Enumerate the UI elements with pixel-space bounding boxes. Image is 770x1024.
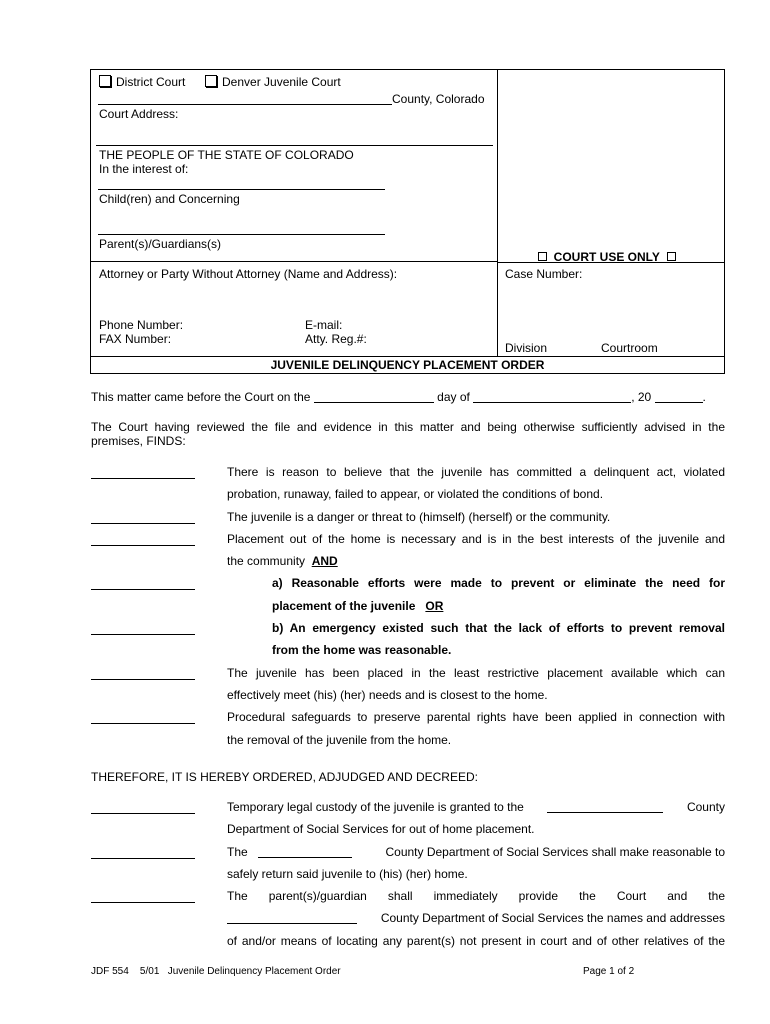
order-2-line-1 <box>227 845 725 859</box>
document-title: JUVENILE DELINQUENCY PLACEMENT ORDER <box>270 358 545 372</box>
district-court-option[interactable] <box>99 75 185 89</box>
interest-of-label: In the interest of: <box>99 162 189 176</box>
attorney-label: Attorney or Party Without Attorney (Name and Address): <box>99 267 398 281</box>
email-label: E-mail: <box>305 318 343 332</box>
case-number-label: Case Number: <box>505 267 583 281</box>
finding-4-line-2-text: placement of the juvenile <box>272 599 416 613</box>
order-1-line-2: Department of Social Services for out of home placement. <box>227 822 535 836</box>
atty-reg-label: Atty. Reg.#: <box>305 332 367 346</box>
finding-3-initial-blank[interactable] <box>91 545 195 546</box>
hearing-month-blank[interactable] <box>473 390 631 403</box>
or-connector: OR <box>425 599 444 613</box>
finding-4-line-2 <box>272 599 443 613</box>
page-number: Page 1 of 2 <box>583 966 635 977</box>
finding-7-line-2: the removal of the juvenile from the home. <box>227 733 452 747</box>
order-2-initial-blank[interactable] <box>91 858 195 859</box>
finding-6-line-1: The juvenile has been placed in the least restrictive placement available which can <box>227 666 725 680</box>
order-2-prefix: The <box>227 845 248 859</box>
relatives-county-blank[interactable] <box>227 911 357 924</box>
reviewed-line-1: The Court having reviewed the file and evidence in this matter and being otherwise sufficiently advised in the <box>91 420 725 434</box>
form-date: 5/01 <box>139 966 160 977</box>
hearing-year-blank[interactable] <box>655 390 703 403</box>
order-3-line-3: of and/or means of locating any parent(s) not present in court and of other relatives of the <box>227 934 725 948</box>
county-blank[interactable] <box>98 104 392 105</box>
footer-form-info <box>91 966 341 978</box>
order-2-line-2: safely return said juvenile to (his) (her) home. <box>227 867 468 881</box>
order-3-line-1: The parent(s)/guardian shall immediately provide the Court and the <box>227 889 725 903</box>
triangle-right-icon <box>667 252 676 261</box>
court-address-label: Court Address: <box>99 107 179 121</box>
reviewed-line-2: premises, FINDS: <box>91 434 186 448</box>
division-label: Division <box>505 341 548 355</box>
intro-line <box>91 390 706 404</box>
county-colorado-label: County, Colorado <box>392 92 485 106</box>
denver-juvenile-court-label: Denver Juvenile Court <box>222 75 341 89</box>
year-suffix-text: . <box>702 390 706 404</box>
children-blank[interactable] <box>98 189 385 190</box>
order-1-initial-blank[interactable] <box>91 813 195 814</box>
finding-5-initial-blank[interactable] <box>91 634 195 635</box>
order-3-initial-blank[interactable] <box>91 902 195 903</box>
children-label: Child(ren) and Concerning <box>99 192 240 206</box>
people-label: THE PEOPLE OF THE STATE OF COLORADO <box>99 148 354 162</box>
finding-3-line-2-text: the community <box>227 554 306 568</box>
order-3-suffix: County Department of Social Services the names and addresses <box>380 911 725 925</box>
hearing-day-blank[interactable] <box>314 390 434 403</box>
form-name: Juvenile Delinquency Placement Order <box>167 966 341 977</box>
parents-label: Parent(s)/Guardians(s) <box>99 237 222 251</box>
return-county-blank[interactable] <box>258 845 352 858</box>
finding-1-line-2: probation, runaway, failed to appear, or violated the conditions of bond. <box>227 487 604 501</box>
denver-juvenile-court-option[interactable] <box>205 75 341 89</box>
court-address-blank[interactable] <box>96 145 493 146</box>
finding-7-initial-blank[interactable] <box>91 723 195 724</box>
finding-2-initial-blank[interactable] <box>91 523 195 524</box>
orders-heading: THEREFORE, IT IS HEREBY ORDERED, ADJUDGED AND DECREED: <box>91 770 478 784</box>
finding-5-line-1: b) An emergency existed such that the lack of efforts to prevent removal <box>272 621 725 635</box>
custody-county-blank[interactable] <box>547 800 663 813</box>
order-3-line-2 <box>227 911 725 925</box>
and-connector: AND <box>311 554 338 568</box>
phone-label: Phone Number: <box>99 318 184 332</box>
courtroom-label: Courtroom <box>601 341 658 355</box>
finding-4-initial-blank[interactable] <box>91 589 195 590</box>
order-1-line-1 <box>227 800 725 814</box>
day-of-text: day of <box>437 390 470 404</box>
finding-5-line-2: from the home was reasonable. <box>272 643 452 657</box>
order-1-prefix: Temporary legal custody of the juvenile is granted to the <box>227 800 524 814</box>
triangle-left-icon <box>538 252 547 261</box>
year-prefix-text: , 20 <box>631 390 652 404</box>
fax-label: FAX Number: <box>99 332 172 346</box>
parents-blank[interactable] <box>98 234 385 235</box>
finding-4-line-1: a) Reasonable efforts were made to prevent or eliminate the need for <box>272 576 725 590</box>
finding-2-line-1: The juvenile is a danger or threat to (himself) (herself) or the community. <box>227 510 611 524</box>
court-use-only-label: COURT USE ONLY <box>553 250 660 264</box>
before-court-text: This matter came before the Court on the <box>91 390 311 404</box>
order-1-suffix: County <box>686 800 725 814</box>
order-2-suffix: County Department of Social Services shall make reasonable to <box>385 845 725 859</box>
denver-juvenile-court-checkbox[interactable] <box>205 75 217 87</box>
district-court-label: District Court <box>116 75 186 89</box>
finding-7-line-1: Procedural safeguards to preserve parental rights have been applied in connection with <box>227 710 725 724</box>
finding-6-line-2: effectively meet (his) (her) needs and is closest to the home. <box>227 688 548 702</box>
district-court-checkbox[interactable] <box>99 75 111 87</box>
form-id: JDF 554 <box>91 966 129 977</box>
finding-1-line-1: There is reason to believe that the juvenile has committed a delinquent act, violated <box>227 465 725 479</box>
finding-1-initial-blank[interactable] <box>91 478 195 479</box>
finding-3-line-2 <box>227 554 338 568</box>
court-use-only <box>538 250 676 264</box>
finding-3-line-1: Placement out of the home is necessary and is in the best interests of the juvenile and <box>227 532 725 546</box>
finding-6-initial-blank[interactable] <box>91 679 195 680</box>
